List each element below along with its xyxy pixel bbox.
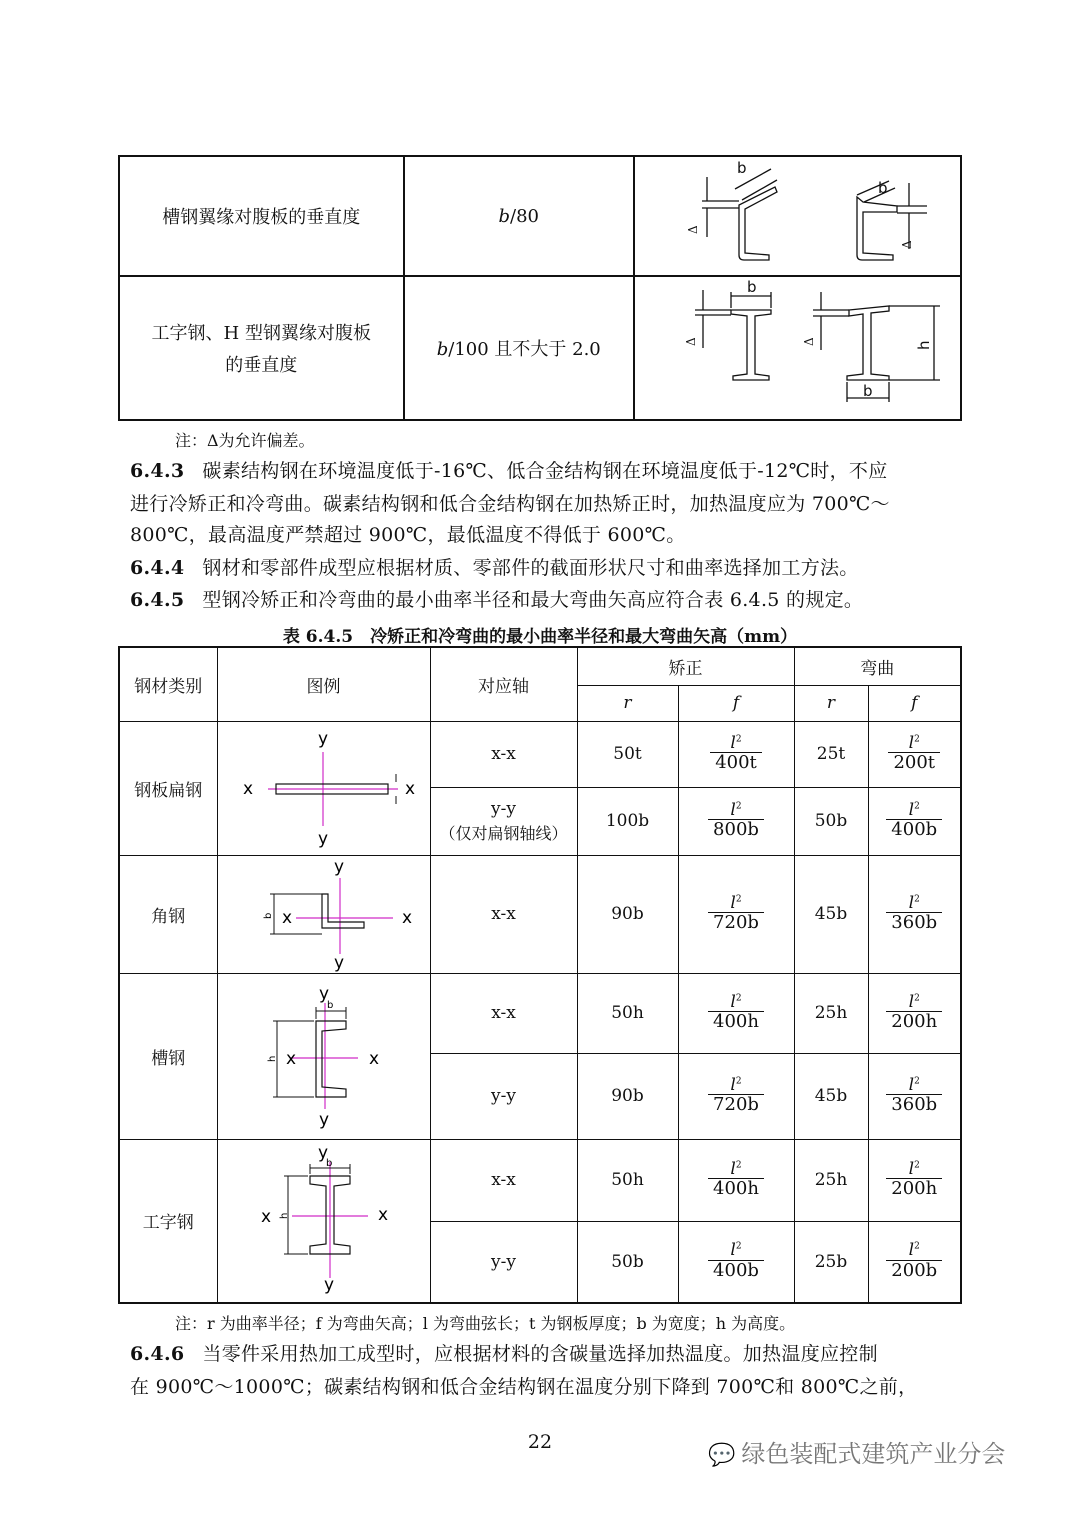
exponent: 2 (735, 1241, 742, 1252)
b-label: b (878, 179, 888, 197)
numerator: l (730, 1074, 736, 1095)
exponent: 2 (914, 800, 920, 811)
fraction (886, 991, 942, 1033)
header-f: f (678, 685, 794, 721)
table-row (119, 1139, 961, 1221)
r2-cell: 25h (794, 973, 868, 1053)
denominator: 200b (886, 1260, 942, 1281)
header-type: 钢材类别 (119, 647, 217, 721)
exponent: 2 (735, 893, 742, 904)
header-axis: 对应轴 (430, 647, 577, 721)
watermark (708, 1434, 1005, 1469)
fraction (708, 799, 764, 841)
f2-cell (868, 1139, 961, 1221)
tol-var: b (498, 205, 511, 227)
f2-cell (868, 855, 961, 973)
angle-steel-figure (218, 856, 430, 972)
denominator: 360b (886, 912, 942, 933)
exponent: 2 (914, 1241, 920, 1252)
b-label: b (325, 1157, 332, 1169)
page-number: 22 (527, 1431, 553, 1453)
watermark-text: 绿色装配式建筑产业分会 (741, 1440, 1006, 1468)
y-axis-label: y (317, 829, 328, 849)
figure-cell (217, 721, 430, 855)
axis-cell: y-y (430, 1053, 577, 1139)
item-text: 的垂直度 (225, 355, 298, 376)
delta-label: Δ (802, 337, 816, 346)
numerator: l (908, 1158, 915, 1179)
type-cell: 工字钢 (119, 1139, 217, 1303)
tol-rest: /100 且不大于 2.0 (448, 339, 601, 360)
section-number: 6.4.3 (130, 460, 185, 482)
y-axis-label: y (333, 953, 344, 972)
r2-cell: 45b (794, 1053, 868, 1139)
f1-cell (678, 787, 794, 855)
fraction (708, 892, 764, 934)
denominator: 400b (708, 1260, 764, 1281)
fraction (708, 991, 764, 1033)
paragraph-line: 进行冷矫正和冷弯曲。碳素结构钢和低合金结构钢在加热矫正时，加热温度应为 700℃～ (130, 493, 890, 515)
i-steel-figure (218, 1140, 430, 1302)
paragraph-645 (130, 585, 863, 612)
y-axis-label: y (317, 729, 328, 749)
tol-rest: /80 (510, 205, 539, 227)
axis-text: y-y (491, 798, 516, 819)
axis-cell (430, 787, 577, 855)
delta-label: Δ (684, 337, 698, 346)
paragraph-line: 当零件采用热加工成型时，应根据材料的含碳量选择加热温度。加热温度应控制 (202, 1343, 878, 1365)
section-number: 6.4.5 (130, 589, 185, 611)
numerator: l (730, 1240, 736, 1261)
axis-cell: x-x (430, 855, 577, 973)
exponent: 2 (735, 800, 742, 811)
tolerance-cell (404, 156, 635, 276)
axis-cell: x-x (430, 1139, 577, 1221)
h-label: h (278, 1212, 290, 1219)
numerator: l (730, 1158, 736, 1179)
fraction (886, 892, 942, 934)
note-delta: 注：Δ为允许偏差。 (175, 431, 315, 450)
wechat-icon: 💬 (708, 1443, 736, 1468)
b-label: b (262, 912, 274, 919)
delta-label: Δ (900, 240, 914, 249)
item-cell (119, 156, 404, 276)
f1-cell (678, 855, 794, 973)
fraction (708, 1158, 764, 1200)
r2-cell: 25h (794, 1139, 868, 1221)
item-text: 工字钢、H 型钢翼缘对腹板 (151, 323, 371, 344)
b-label: b (737, 159, 747, 177)
b-label: b (863, 382, 873, 400)
r1-cell: 90b (577, 855, 678, 973)
paragraph-line: 钢材和零部件成型应根据材质、零部件的截面形状尺寸和曲率选择加工方法。 (202, 557, 859, 579)
header-figure: 图例 (217, 647, 430, 721)
exponent: 2 (914, 1075, 920, 1086)
y-axis-label: y (333, 857, 344, 877)
denominator: 720b (708, 1094, 764, 1115)
f2-cell (868, 721, 961, 787)
paragraph-line: 型钢冷矫正和冷弯曲的最小曲率半径和最大弯曲矢高应符合表 6.4.5 的规定。 (202, 589, 864, 611)
denominator: 720b (708, 912, 764, 933)
h-label: h (915, 340, 933, 350)
denominator: 400h (708, 1011, 764, 1032)
table-row (119, 721, 961, 787)
x-axis-label: x (285, 1049, 296, 1069)
item-text: 槽钢翼缘对腹板的垂直度 (162, 207, 361, 228)
r1-cell: 50t (577, 721, 678, 787)
f1-cell (678, 1053, 794, 1139)
y-axis-label: y (323, 1274, 334, 1295)
exponent: 2 (914, 992, 920, 1003)
f1-cell (678, 1221, 794, 1303)
channel-flange-diagram (635, 157, 960, 275)
b-label: b (326, 1000, 333, 1011)
f2-cell (868, 1053, 961, 1139)
paragraph-644 (130, 553, 859, 580)
tolerance-table (118, 155, 962, 421)
r1-cell: 50b (577, 1221, 678, 1303)
f2-cell (868, 1221, 961, 1303)
exponent: 2 (914, 893, 920, 904)
denominator: 360b (886, 1094, 942, 1115)
section-number: 6.4.6 (130, 1343, 185, 1365)
exponent: 2 (735, 1075, 742, 1086)
y-axis-label: y (317, 1142, 328, 1163)
diagram-cell (634, 156, 961, 276)
header-r: r (577, 685, 678, 721)
x-axis-label: x (281, 908, 292, 928)
f1-cell (678, 721, 794, 787)
exponent: 2 (735, 733, 742, 744)
f2-cell (868, 787, 961, 855)
r2-cell: 50b (794, 787, 868, 855)
header-bend: 弯曲 (794, 647, 961, 685)
fraction (886, 1158, 942, 1200)
x-axis-label: x (404, 779, 415, 799)
table-caption: 表 6.4.5 冷矫正和冷弯曲的最小曲率半径和最大弯曲矢高（mm） (282, 627, 798, 647)
type-cell: 钢板扁钢 (119, 721, 217, 855)
section-number: 6.4.4 (130, 557, 185, 579)
numerator: l (908, 799, 915, 820)
channel-steel-figure (218, 975, 430, 1137)
numerator: l (908, 892, 915, 913)
f2-cell (868, 973, 961, 1053)
header-straighten: 矫正 (577, 647, 794, 685)
table-row (119, 156, 961, 276)
fraction (886, 1074, 942, 1116)
tol-var: b (436, 339, 449, 360)
table-row (119, 276, 961, 420)
item-cell (119, 276, 404, 420)
fraction (708, 1074, 764, 1116)
paragraph-643 (130, 456, 888, 483)
note-symbols: 注：r 为曲率半径；f 为弯曲矢高；l 为弯曲弦长；t 为钢板厚度；b 为宽度；h 为高度。 (175, 1314, 796, 1333)
table-row (119, 855, 961, 973)
h-label: h (266, 1055, 278, 1062)
numerator: l (730, 799, 736, 820)
axis-cell: y-y (430, 1221, 577, 1303)
y-axis-label: y (318, 1110, 329, 1130)
denominator: 200t (888, 752, 940, 773)
paragraph-646 (130, 1339, 878, 1366)
fraction (888, 732, 940, 774)
figure-cell (217, 1139, 430, 1303)
r1-cell: 50h (577, 1139, 678, 1221)
fraction (886, 1242, 942, 1281)
r2-cell: 25b (794, 1221, 868, 1303)
numerator: l (730, 892, 736, 913)
x-axis-label: x (242, 779, 253, 799)
numerator: l (908, 1240, 915, 1261)
x-axis-label: x (368, 1049, 379, 1069)
numerator: l (730, 732, 736, 753)
r1-cell: 90b (577, 1053, 678, 1139)
r1-cell: 50h (577, 973, 678, 1053)
r2-cell: 45b (794, 855, 868, 973)
exponent: 2 (914, 733, 920, 744)
y-axis-label: y (318, 984, 329, 1004)
i-beam-flange-diagram (635, 278, 960, 418)
f1-cell (678, 973, 794, 1053)
paragraph-line: 碳素结构钢在环境温度低于-16℃、低合金结构钢在环境温度低于-12℃时，不应 (202, 460, 888, 482)
curvature-table (118, 646, 962, 1304)
denominator: 400t (710, 752, 762, 773)
paragraph-line: 在 900℃～1000℃；碳素结构钢和低合金结构钢在温度分别下降到 700℃和 800℃之前， (130, 1376, 918, 1398)
header-r: r (794, 685, 868, 721)
exponent: 2 (735, 992, 742, 1003)
numerator: l (730, 991, 736, 1012)
exponent: 2 (735, 1159, 742, 1170)
x-axis-label: x (377, 1204, 388, 1225)
delta-label: Δ (686, 225, 700, 234)
denominator: 200h (886, 1178, 942, 1199)
figure-cell (217, 973, 430, 1139)
exponent: 2 (914, 1159, 920, 1170)
flat-steel-figure (218, 722, 430, 854)
denominator: 400h (708, 1178, 764, 1199)
axis-note: （仅对扁钢轴线） (439, 823, 568, 843)
type-cell: 槽钢 (119, 973, 217, 1139)
fraction (710, 732, 762, 774)
diagram-cell (634, 276, 961, 420)
denominator: 200h (886, 1011, 942, 1032)
table-row (119, 973, 961, 1053)
numerator: l (908, 732, 915, 753)
figure-cell (217, 855, 430, 973)
denominator: 400b (886, 819, 942, 840)
fraction (708, 1242, 764, 1281)
paragraph-line: 800℃，最高温度严禁超过 900℃，最低温度不得低于 600℃。 (130, 524, 686, 546)
fraction (886, 799, 942, 841)
axis-cell: x-x (430, 721, 577, 787)
f1-cell (678, 1139, 794, 1221)
axis-cell: x-x (430, 973, 577, 1053)
denominator: 800b (708, 819, 764, 840)
header-f: f (868, 685, 961, 721)
header-row (119, 647, 961, 685)
x-axis-label: x (401, 908, 412, 928)
r1-cell: 100b (577, 787, 678, 855)
tolerance-cell (404, 276, 635, 420)
r2-cell: 25t (794, 721, 868, 787)
x-axis-label: x (260, 1206, 271, 1227)
numerator: l (908, 991, 915, 1012)
numerator: l (908, 1074, 915, 1095)
type-cell: 角钢 (119, 855, 217, 973)
b-label: b (747, 278, 757, 296)
